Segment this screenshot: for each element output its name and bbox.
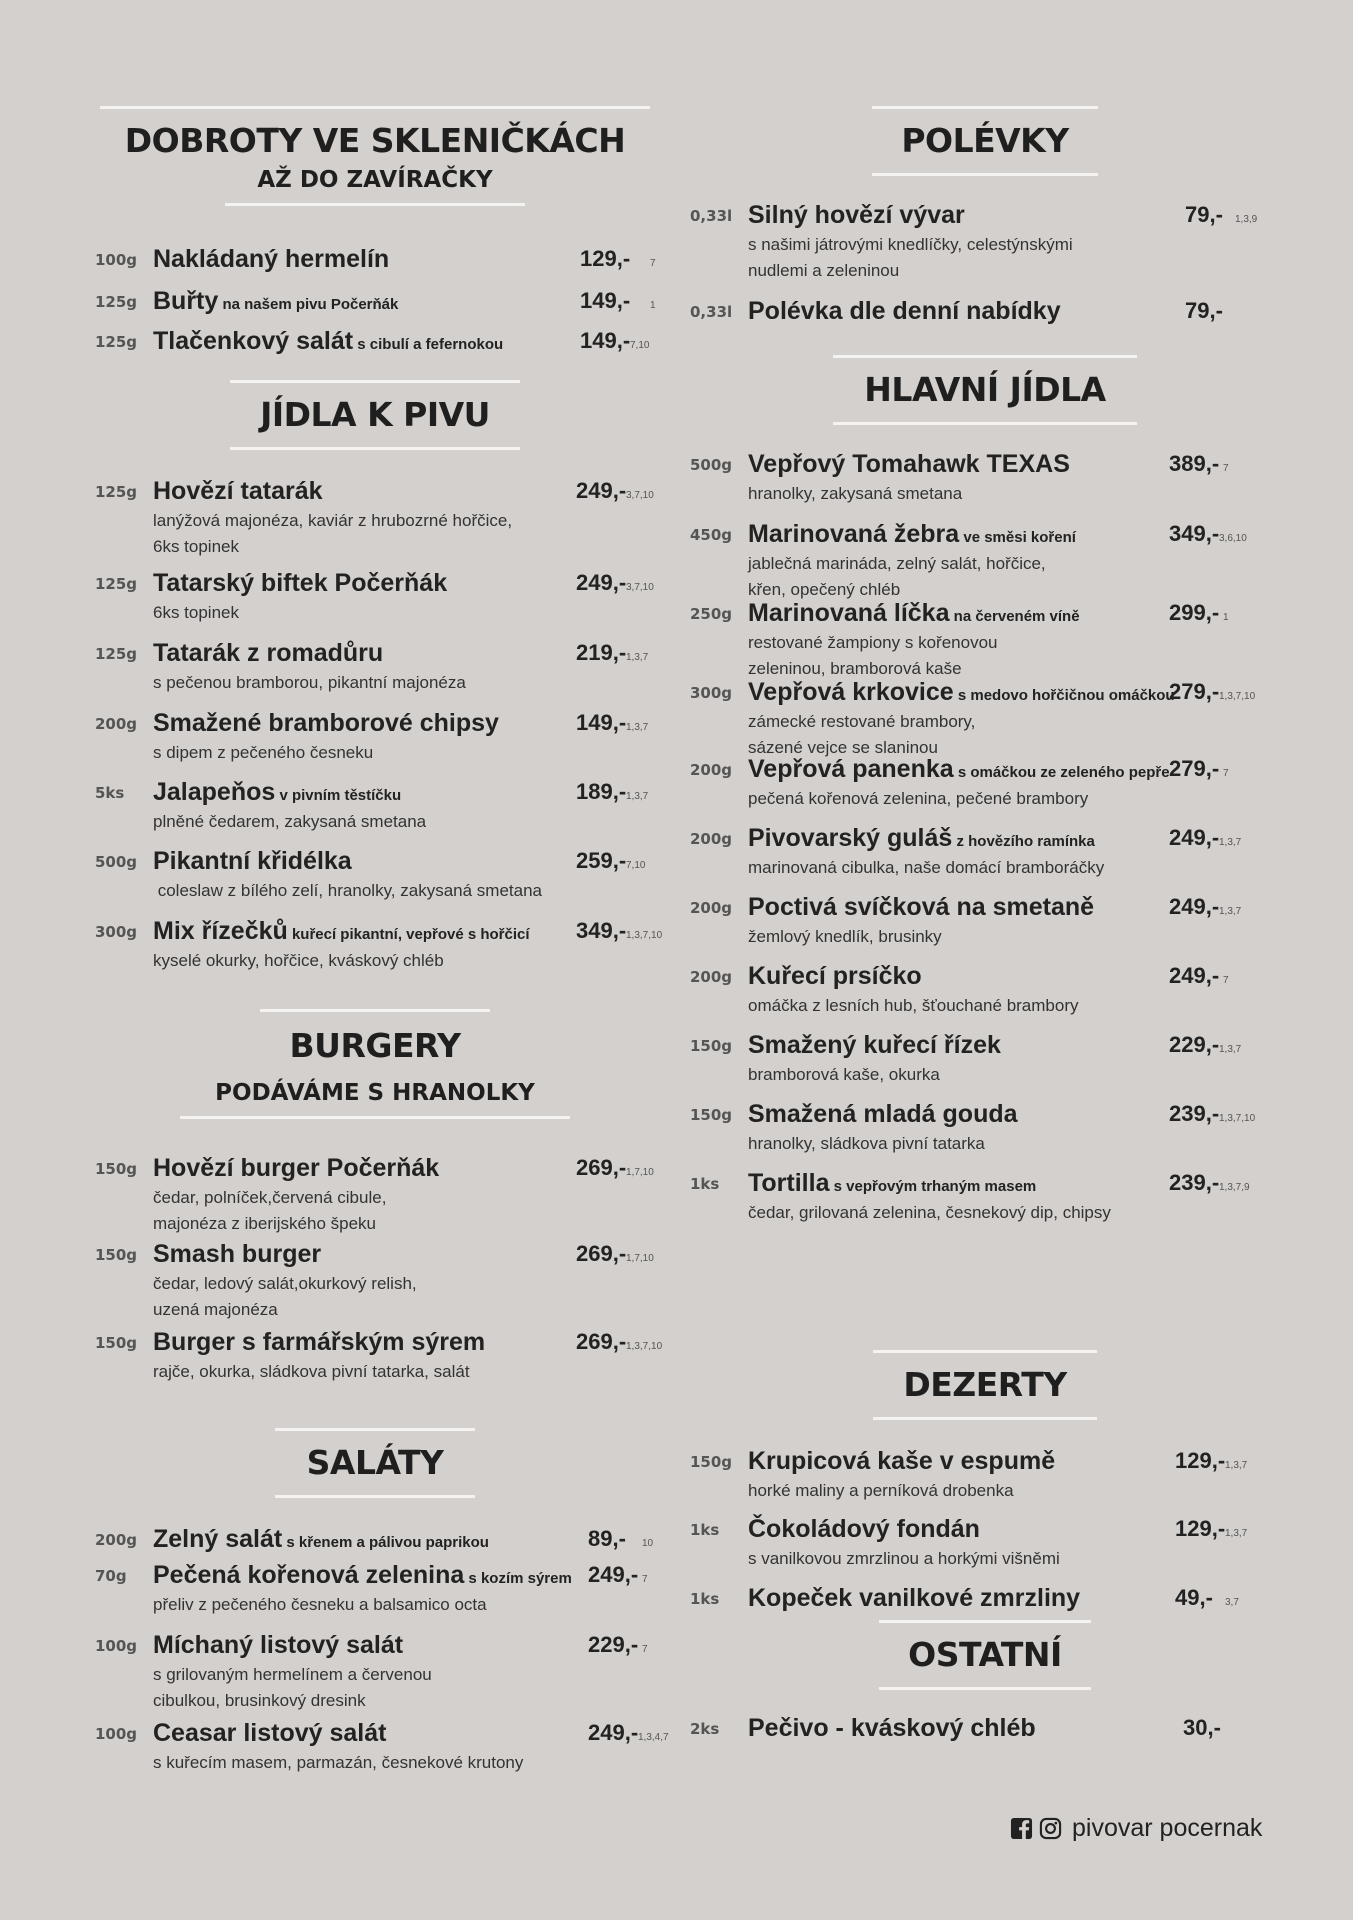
item-description-line: čedar, grilovaná zelenina, česnekový dip, chipsy bbox=[748, 1203, 1111, 1222]
item-price: 189,- bbox=[576, 779, 627, 804]
section-title: DEZERTY bbox=[903, 1365, 1067, 1404]
item-description-line: restované žampiony s kořenovou bbox=[748, 633, 998, 652]
item-note: s cibulí a fefernokou bbox=[353, 336, 504, 353]
item-description-line: s dipem z pečeného česneku bbox=[153, 743, 374, 762]
item-allergens: 1 bbox=[650, 300, 656, 311]
section-subtitle: AŽ DO ZAVÍRAČKY bbox=[257, 167, 493, 193]
item-name bbox=[748, 823, 1095, 857]
item-name-text: Poctivá svíčková na smetaně bbox=[748, 893, 1095, 921]
item-name-text: Vepřový Tomahawk TEXAS bbox=[748, 450, 1070, 478]
item-price: 239,- bbox=[1169, 1101, 1220, 1126]
item-allergens: 1,3,7 bbox=[1219, 1044, 1242, 1055]
item-description bbox=[153, 508, 512, 560]
item-description bbox=[153, 1359, 470, 1385]
item-name-text: Pivovarský guláš bbox=[748, 824, 953, 852]
item-name-text: Buřty bbox=[153, 287, 219, 315]
item-weight: 100g bbox=[95, 1725, 138, 1743]
item-weight: 125g bbox=[95, 645, 138, 663]
item-weight: 0,33l bbox=[690, 303, 733, 321]
item-name-text: Pikantní křidélka bbox=[153, 847, 352, 875]
item-note: s vepřovým trhaným masem bbox=[829, 1178, 1037, 1195]
item-description bbox=[748, 1062, 940, 1088]
item-allergens: 7 bbox=[1223, 768, 1229, 779]
item-name bbox=[153, 476, 323, 506]
item-allergens: 7 bbox=[642, 1644, 648, 1655]
item-name bbox=[153, 286, 398, 320]
item-weight: 250g bbox=[690, 605, 733, 623]
item-name-text: Tatarský biftek Počerňák bbox=[153, 569, 448, 597]
section-header bbox=[90, 1009, 660, 1119]
item-name bbox=[748, 1446, 1055, 1476]
item-price: 269,- bbox=[576, 1155, 627, 1180]
item-description bbox=[748, 1478, 1014, 1504]
item-weight: 100g bbox=[95, 1637, 138, 1655]
item-allergens: 1,7,10 bbox=[626, 1253, 654, 1264]
item-price: 299,- bbox=[1169, 600, 1220, 625]
item-description-line: kyselé okurky, hořčice, kváskový chléb bbox=[153, 951, 444, 970]
item-weight: 1ks bbox=[690, 1590, 720, 1608]
section-title: POLÉVKY bbox=[901, 121, 1069, 160]
section-title: OSTATNÍ bbox=[908, 1635, 1062, 1674]
item-note: s medovo hořčičnou omáčkou bbox=[953, 687, 1175, 704]
item-description-line: žemlový knedlík, brusinky bbox=[748, 927, 942, 946]
item-name-text: Smažené bramborové chipsy bbox=[153, 709, 499, 737]
item-description-line: coleslaw z bílého zelí, hranolky, zakysaná smetana bbox=[153, 881, 542, 900]
item-description bbox=[153, 600, 239, 626]
item-note: s kozím sýrem bbox=[464, 1570, 572, 1587]
item-description-line: s grilovaným hermelínem a červenou bbox=[153, 1665, 432, 1684]
item-description-line: marinovaná cibulka, naše domácí bramboráčky bbox=[748, 858, 1105, 877]
item-name-text: Čokoládový fondán bbox=[748, 1515, 980, 1543]
item-note: s omáčkou ze zeleného pepře bbox=[953, 764, 1170, 781]
divider bbox=[872, 106, 1098, 109]
item-description bbox=[153, 948, 444, 974]
item-allergens: 1,3,7 bbox=[626, 722, 649, 733]
item-description-line: s vanilkovou zmrzlinou a horkými višněmi bbox=[748, 1549, 1060, 1568]
item-description bbox=[153, 670, 466, 696]
item-weight: 200g bbox=[95, 1531, 138, 1549]
item-name bbox=[748, 677, 1175, 711]
item-description bbox=[748, 855, 1104, 881]
item-description bbox=[748, 786, 1088, 812]
item-name bbox=[748, 1168, 1036, 1202]
item-description bbox=[153, 1592, 487, 1618]
item-description-line: horké maliny a perníková drobenka bbox=[748, 1481, 1014, 1500]
item-note: v pivním těstíčku bbox=[275, 787, 402, 804]
item-description bbox=[153, 878, 542, 904]
item-description-line: čedar, polníček,červená cibule, bbox=[153, 1188, 387, 1207]
section-header bbox=[90, 380, 660, 450]
item-price: 279,- bbox=[1169, 756, 1220, 781]
item-name-text: Smažená mladá gouda bbox=[748, 1100, 1018, 1128]
item-description-line: s našimi játrovými knedlíčky, celestýnskými bbox=[748, 235, 1073, 254]
item-name bbox=[748, 892, 1094, 922]
item-weight: 200g bbox=[690, 830, 733, 848]
section-other bbox=[685, 1620, 1285, 1690]
item-price: 249,- bbox=[1169, 825, 1220, 850]
item-description bbox=[748, 481, 962, 507]
item-allergens: 3,7 bbox=[1225, 1597, 1239, 1608]
item-price: 269,- bbox=[576, 1329, 627, 1354]
item-price: 389,- bbox=[1169, 451, 1220, 476]
item-note: kuřecí pikantní, vepřové s hořčicí bbox=[287, 926, 530, 943]
item-allergens: 1,3,7 bbox=[626, 791, 649, 802]
item-allergens: 3,7,10 bbox=[626, 582, 654, 593]
item-weight: 125g bbox=[95, 483, 138, 501]
item-weight: 70g bbox=[95, 1567, 127, 1585]
item-description-line: 6ks topinek bbox=[153, 603, 239, 622]
item-name-text: Hovězí burger Počerňák bbox=[153, 1154, 440, 1182]
divider bbox=[230, 447, 520, 450]
item-weight: 150g bbox=[95, 1334, 138, 1352]
section-salads bbox=[90, 1428, 660, 1498]
item-name bbox=[153, 1153, 439, 1183]
item-name-text: Smažený kuřecí řízek bbox=[748, 1031, 1001, 1059]
item-weight: 125g bbox=[95, 575, 138, 593]
item-price: 129,- bbox=[580, 246, 631, 271]
item-allergens: 7,10 bbox=[630, 340, 650, 351]
section-burgers bbox=[90, 1009, 660, 1119]
divider bbox=[833, 422, 1137, 425]
item-name bbox=[153, 777, 401, 811]
item-description-line: uzená majonéza bbox=[153, 1300, 278, 1319]
item-name bbox=[153, 916, 530, 950]
divider bbox=[275, 1428, 475, 1431]
item-description bbox=[153, 740, 373, 766]
item-note: z hovězího ramínka bbox=[952, 833, 1095, 850]
item-description-line: zámecké restované brambory, bbox=[748, 712, 976, 731]
item-description-line: cibulkou, brusinkový dresink bbox=[153, 1691, 366, 1710]
item-weight: 200g bbox=[690, 968, 733, 986]
section-title: DOBROTY VE SKLENIČKÁCH bbox=[124, 121, 626, 160]
item-weight: 125g bbox=[95, 333, 138, 351]
item-description-line: zeleninou, bramborová kaše bbox=[748, 659, 962, 678]
item-allergens: 7 bbox=[1223, 975, 1229, 986]
item-name bbox=[153, 244, 389, 274]
item-price: 30,- bbox=[1183, 1715, 1221, 1740]
item-description-line: lanýžová majonéza, kaviár z hrubozrné hořčice, bbox=[153, 511, 513, 530]
item-description-line: jablečná marináda, zelný salát, hořčice, bbox=[748, 554, 1046, 573]
item-allergens: 1 bbox=[1223, 612, 1229, 623]
section-desserts bbox=[685, 1350, 1285, 1420]
item-description bbox=[153, 1271, 417, 1323]
section-subtitle: PODÁVÁME S HRANOLKY bbox=[215, 1080, 535, 1106]
item-price: 249,- bbox=[1169, 963, 1220, 988]
section-title: BURGERY bbox=[289, 1026, 461, 1065]
item-description-line: plněné čedarem, zakysaná smetana bbox=[153, 812, 427, 831]
item-name-text: Marinovaná žebra bbox=[748, 520, 960, 548]
item-weight: 150g bbox=[690, 1106, 733, 1124]
item-description bbox=[748, 1131, 985, 1157]
item-name-text: Kuřecí prsíčko bbox=[748, 962, 922, 990]
item-weight: 150g bbox=[95, 1160, 138, 1178]
item-allergens: 1,3,9 bbox=[1235, 214, 1258, 225]
item-description bbox=[748, 993, 1079, 1019]
item-allergens: 1,3,4,7 bbox=[638, 1732, 669, 1743]
section-header bbox=[685, 1350, 1285, 1420]
item-weight: 450g bbox=[690, 526, 733, 544]
item-allergens: 1,3,7,10 bbox=[1219, 691, 1256, 702]
item-price: 249,- bbox=[1169, 894, 1220, 919]
section-soups bbox=[685, 106, 1285, 176]
item-name bbox=[748, 1030, 1001, 1060]
item-price: 249,- bbox=[576, 570, 627, 595]
item-weight: 125g bbox=[95, 293, 138, 311]
item-weight: 2ks bbox=[690, 1720, 720, 1738]
item-name-text: Mix řízečků bbox=[153, 917, 288, 945]
item-name bbox=[153, 1630, 403, 1660]
item-name bbox=[153, 1239, 321, 1269]
item-name-text: Pečivo - kváskový chléb bbox=[748, 1714, 1036, 1742]
item-weight: 300g bbox=[95, 923, 138, 941]
item-allergens: 1,3,7 bbox=[1219, 906, 1242, 917]
item-price: 349,- bbox=[576, 918, 627, 943]
item-description-line: přeliv z pečeného česneku a balsamico octa bbox=[153, 1595, 487, 1614]
item-name-text: Vepřová krkovice bbox=[748, 678, 954, 706]
item-description-line: majonéza z iberijského špeku bbox=[153, 1214, 377, 1233]
item-allergens: 1,7,10 bbox=[626, 1167, 654, 1178]
item-price: 79,- bbox=[1185, 202, 1223, 227]
item-description bbox=[153, 1185, 386, 1237]
item-name-text: Burger s farmářským sýrem bbox=[153, 1328, 486, 1356]
item-weight: 0,33l bbox=[690, 207, 733, 225]
item-name bbox=[153, 846, 352, 876]
item-name-text: Zelný salát bbox=[153, 1525, 283, 1553]
item-price: 249,- bbox=[588, 1562, 639, 1587]
item-weight: 500g bbox=[95, 853, 138, 871]
item-description bbox=[748, 232, 1073, 284]
divider bbox=[833, 355, 1137, 358]
item-note: s křenem a pálivou paprikou bbox=[282, 1534, 489, 1551]
item-name bbox=[153, 1524, 489, 1558]
item-allergens: 1,3,7,10 bbox=[1219, 1113, 1256, 1124]
item-allergens: 1,3,7,10 bbox=[626, 1341, 663, 1352]
item-description-line: pečená kořenová zelenina, pečené brambory bbox=[748, 789, 1089, 808]
item-allergens: 7 bbox=[650, 258, 656, 269]
item-note: na našem pivu Počerňák bbox=[218, 296, 399, 313]
item-price: 219,- bbox=[576, 640, 627, 665]
item-note: ve směsi koření bbox=[959, 529, 1076, 546]
section-header bbox=[685, 355, 1285, 425]
divider bbox=[275, 1495, 475, 1498]
item-name-text: Krupicová kaše v espumě bbox=[748, 1447, 1056, 1475]
item-name-text: Vepřová panenka bbox=[748, 755, 954, 783]
item-price: 239,- bbox=[1169, 1170, 1220, 1195]
item-price: 229,- bbox=[588, 1632, 639, 1657]
item-note: na červeném víně bbox=[949, 608, 1080, 625]
item-name bbox=[748, 1713, 1036, 1743]
divider bbox=[100, 106, 650, 109]
item-allergens: 7 bbox=[1223, 463, 1229, 474]
item-price: 89,- bbox=[588, 1526, 626, 1551]
item-description-line: s kuřecím masem, parmazán, česnekové krutony bbox=[153, 1753, 524, 1772]
section-title: SALÁTY bbox=[306, 1443, 444, 1482]
item-weight: 100g bbox=[95, 251, 138, 269]
item-name-text: Polévka dle denní nabídky bbox=[748, 297, 1061, 325]
item-name bbox=[153, 638, 383, 668]
item-name bbox=[153, 568, 447, 598]
item-price: 129,- bbox=[1175, 1516, 1226, 1541]
item-allergens: 1,3,7 bbox=[1225, 1460, 1248, 1471]
item-allergens: 3,7,10 bbox=[626, 490, 654, 501]
item-name bbox=[748, 961, 922, 991]
section-glass bbox=[90, 106, 660, 206]
item-name-text: Hovězí tatarák bbox=[153, 477, 323, 505]
item-price: 249,- bbox=[588, 1720, 639, 1745]
item-name-text: Tlačenkový salát bbox=[153, 327, 354, 355]
item-price: 279,- bbox=[1169, 679, 1220, 704]
item-weight: 300g bbox=[690, 684, 733, 702]
divider bbox=[879, 1620, 1091, 1623]
divider bbox=[879, 1687, 1091, 1690]
item-price: 349,- bbox=[1169, 521, 1220, 546]
item-allergens: 1,3,7 bbox=[626, 652, 649, 663]
item-allergens: 1,3,7 bbox=[1219, 837, 1242, 848]
item-weight: 200g bbox=[690, 761, 733, 779]
item-name bbox=[748, 598, 1080, 632]
item-price: 229,- bbox=[1169, 1032, 1220, 1057]
item-allergens: 1,3,7,9 bbox=[1219, 1182, 1250, 1193]
item-name-text: Tortilla bbox=[748, 1169, 830, 1197]
item-name-text: Míchaný listový salát bbox=[153, 1631, 404, 1659]
social-handle[interactable]: pivovar pocernak bbox=[1072, 1813, 1263, 1842]
item-name bbox=[748, 200, 965, 230]
divider bbox=[230, 380, 520, 383]
item-weight: 150g bbox=[690, 1453, 733, 1471]
item-description bbox=[748, 1546, 1060, 1572]
section-beer bbox=[90, 380, 660, 450]
item-description-line: křen, opečený chléb bbox=[748, 580, 901, 599]
item-weight: 500g bbox=[690, 456, 733, 474]
item-name bbox=[153, 1718, 386, 1748]
section-title: HLAVNÍ JÍDLA bbox=[864, 370, 1106, 409]
item-price: 49,- bbox=[1175, 1585, 1213, 1610]
item-name bbox=[748, 296, 1061, 326]
item-name bbox=[748, 519, 1076, 553]
item-description bbox=[748, 551, 1046, 603]
divider bbox=[180, 1116, 570, 1119]
item-description-line: sázené vejce se slaninou bbox=[748, 738, 938, 757]
divider bbox=[260, 1009, 490, 1012]
item-allergens: 7 bbox=[642, 1574, 648, 1585]
item-weight: 200g bbox=[95, 715, 138, 733]
item-description-line: s pečenou bramborou, pikantní majonéza bbox=[153, 673, 466, 692]
divider bbox=[225, 203, 525, 206]
item-name bbox=[748, 1099, 1018, 1129]
item-description-line: rajče, okurka, sládkova pivní tatarka, salát bbox=[153, 1362, 470, 1381]
item-name-text: Smash burger bbox=[153, 1240, 322, 1268]
item-name bbox=[748, 754, 1170, 788]
item-allergens: 10 bbox=[642, 1538, 654, 1549]
item-name-text: Kopeček vanilkové zmrzliny bbox=[748, 1584, 1081, 1612]
item-description bbox=[748, 924, 942, 950]
item-weight: 150g bbox=[690, 1037, 733, 1055]
section-header bbox=[90, 106, 660, 206]
facebook-icon[interactable] bbox=[1010, 1817, 1033, 1840]
item-description-line: hranolky, zakysaná smetana bbox=[748, 484, 963, 503]
instagram-icon[interactable] bbox=[1039, 1817, 1062, 1840]
item-description-line: čedar, ledový salát,okurkový relish, bbox=[153, 1274, 417, 1293]
section-header bbox=[685, 1620, 1285, 1690]
item-allergens: 7,10 bbox=[626, 860, 646, 871]
divider bbox=[873, 1350, 1097, 1353]
item-name-text: Silný hovězí vývar bbox=[748, 201, 965, 229]
item-description-line: 6ks topinek bbox=[153, 537, 239, 556]
item-price: 269,- bbox=[576, 1241, 627, 1266]
item-name-text: Pečená kořenová zelenina bbox=[153, 1561, 465, 1589]
item-price: 249,- bbox=[576, 478, 627, 503]
item-name-text: Marinovaná líčka bbox=[748, 599, 950, 627]
item-price: 149,- bbox=[580, 288, 631, 313]
item-description bbox=[153, 809, 426, 835]
section-mains bbox=[685, 355, 1285, 425]
item-description bbox=[153, 1750, 523, 1776]
item-allergens: 3,6,10 bbox=[1219, 533, 1247, 544]
item-allergens: 1,3,7 bbox=[1225, 1528, 1248, 1539]
item-name bbox=[748, 1514, 980, 1544]
item-name-text: Nakládaný hermelín bbox=[153, 245, 390, 273]
item-weight: 150g bbox=[95, 1246, 138, 1264]
item-name bbox=[748, 1583, 1080, 1613]
item-name bbox=[153, 1560, 572, 1594]
item-weight: 5ks bbox=[95, 784, 125, 802]
item-name bbox=[153, 1327, 485, 1357]
item-description bbox=[748, 630, 997, 682]
item-allergens: 1,3,7,10 bbox=[626, 930, 663, 941]
item-weight: 1ks bbox=[690, 1175, 720, 1193]
item-weight: 200g bbox=[690, 899, 733, 917]
item-name-text: Jalapeňos bbox=[153, 778, 276, 806]
divider bbox=[873, 1417, 1097, 1420]
social-footer bbox=[1010, 1813, 1262, 1843]
item-weight: 1ks bbox=[690, 1521, 720, 1539]
item-price: 129,- bbox=[1175, 1448, 1226, 1473]
section-header bbox=[685, 106, 1285, 176]
item-description-line: omáčka z lesních hub, šťouchané brambory bbox=[748, 996, 1079, 1015]
item-price: 79,- bbox=[1185, 298, 1223, 323]
item-name-text: Tatarák z romadůru bbox=[153, 639, 384, 667]
item-name bbox=[748, 449, 1070, 479]
section-title: JÍDLA K PIVU bbox=[260, 395, 490, 434]
item-description-line: bramborová kaše, okurka bbox=[748, 1065, 940, 1084]
item-description-line: hranolky, sládkova pivní tatarka bbox=[748, 1134, 985, 1153]
item-price: 149,- bbox=[580, 328, 631, 353]
section-header bbox=[90, 1428, 660, 1498]
item-description-line: nudlemi a zeleninou bbox=[748, 261, 900, 280]
divider bbox=[872, 173, 1098, 176]
item-price: 149,- bbox=[576, 710, 627, 735]
item-name-text: Ceasar listový salát bbox=[153, 1719, 387, 1747]
item-name bbox=[153, 708, 499, 738]
item-description bbox=[748, 1200, 1111, 1226]
item-name bbox=[153, 326, 503, 360]
item-price: 259,- bbox=[576, 848, 627, 873]
item-description bbox=[153, 1662, 432, 1714]
